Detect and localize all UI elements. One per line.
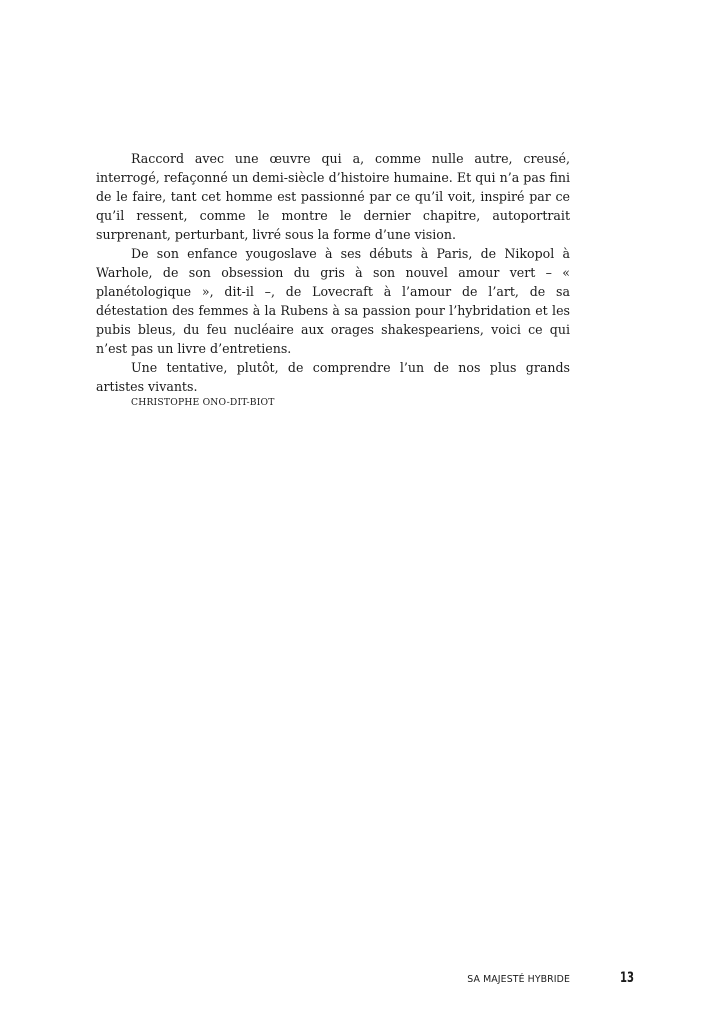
paragraph-1: Raccord avec une œuvre qui a, comme nulle autre, creusé, interrogé, refaçonné un demi-siècle d’histoire humaine. Et qui n’a pas fini de le faire, tant cet homme est passionné par ce qu’il voit, inspiré par ce qu’il ressent, comme le montre le dernier chapitre, autoportrait surprenant, perturbant, livré sous la forme d’une vision. (96, 151, 570, 242)
paragraph-3: Une tentative, plutôt, de comprendre l’un de nos plus grands artistes vivants. (96, 360, 570, 394)
page-number: 13 (620, 970, 635, 986)
paragraph-2: De son enfance yougoslave à ses débuts à Paris, de Nikopol à Warhole, de son obsession du gris à son nouvel amour vert – « planétologique », dit-il –, de Lovecraft à l’amour de l’art, de sa détestation des femmes à la Rubens à sa passion pour l’hybridation et les pubis bleus, du feu nucléaire aux orages shakespeariens, voici ce qui n’est pas un livre d’entretiens. (96, 246, 570, 356)
running-footer-title: SA MAJESTÉ HYBRIDE (467, 974, 570, 985)
author-signature: CHRISTOPHE ONO-DIT-BIOT (131, 397, 275, 408)
body-text (96, 149, 570, 396)
